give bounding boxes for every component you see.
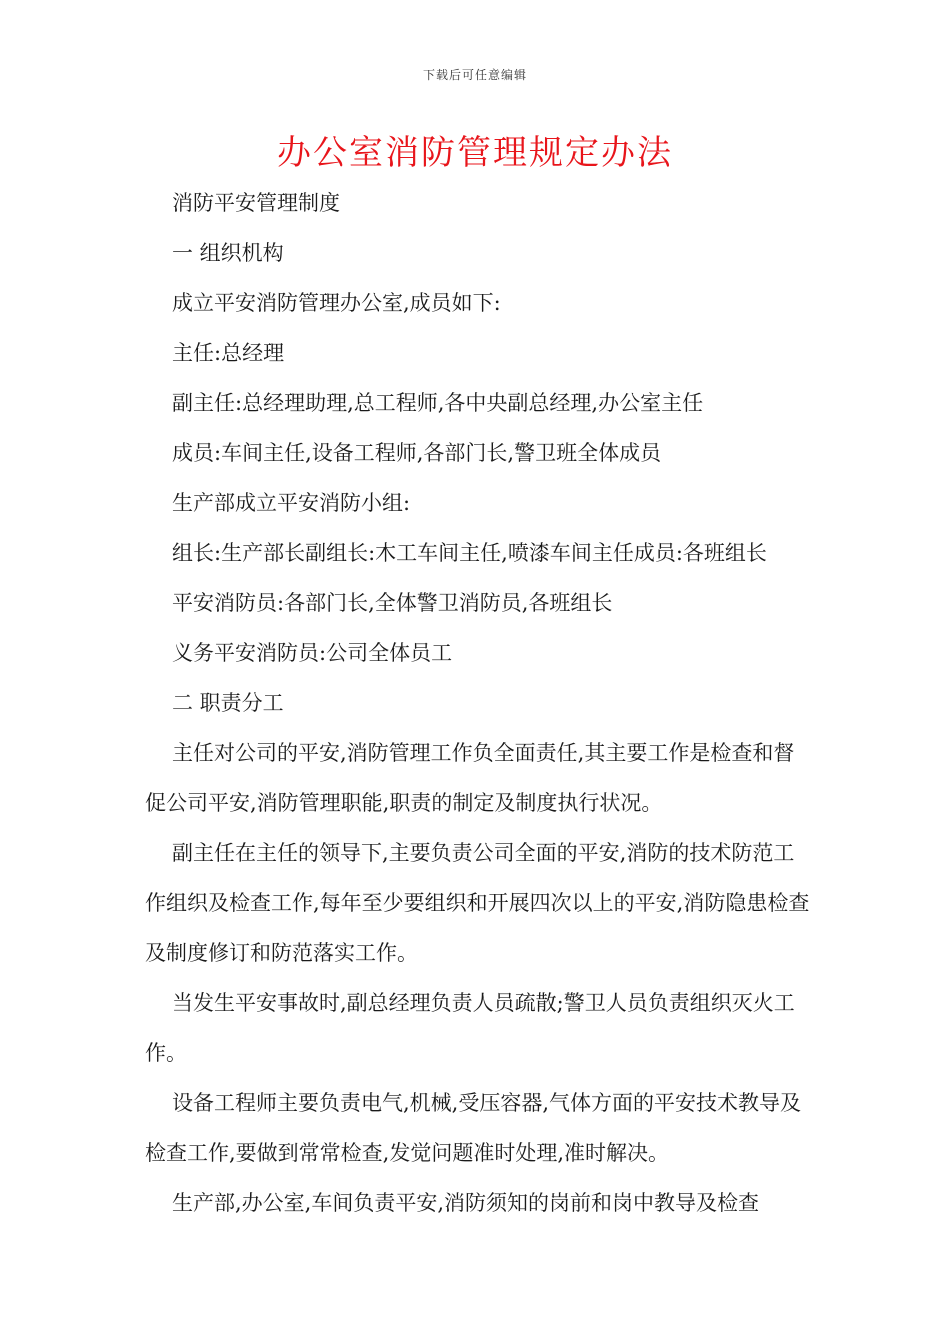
section-heading-organization: 一 组织机构: [172, 241, 284, 265]
paragraph: 主任对公司的平安,消防管理工作负全面责任,其主要工作是检查和督促公司平安,消防管理职能,职责的制定及制度执行状况。: [145, 741, 795, 815]
paragraph-subtitle: 消防平安管理制度: [172, 191, 340, 215]
header-note: 下载后可任意编辑: [422, 68, 527, 82]
paragraph: 生产部成立平安消防小组:: [172, 491, 411, 515]
paragraph: 成立平安消防管理办公室,成员如下:: [172, 291, 501, 315]
paragraph: 主任:总经理: [172, 341, 285, 365]
document-title: 办公室消防管理规定办法: [277, 133, 673, 173]
paragraph: 设备工程师主要负责电气,机械,受压容器,气体方面的平安技术教导及检查工作,要做到常常检查,发觉问题准时处理,准时解决。: [145, 1091, 802, 1165]
section-heading-responsibilities: 二 职责分工: [172, 691, 284, 715]
paragraph: 组长:生产部长副组长:木工车间主任,喷漆车间主任成员:各班组长: [172, 541, 767, 565]
document-body: [145, 178, 810, 1228]
paragraph: 副主任在主任的领导下,主要负责公司全面的平安,消防的技术防范工作组织及检查工作,每年至少要组织和开展四次以上的平安,消防隐患检查及制度修订和防范落实工作。: [145, 841, 810, 965]
paragraph: 义务平安消防员:公司全体员工: [172, 641, 453, 665]
paragraph: 平安消防员:各部门长,全体警卫消防员,各班组长: [172, 591, 613, 615]
paragraph: 副主任:总经理助理,总工程师,各中央副总经理,办公室主任: [172, 391, 704, 415]
paragraph: 当发生平安事故时,副总经理负责人员疏散;警卫人员负责组织灭火工作。: [145, 991, 795, 1065]
paragraph: 成员:车间主任,设备工程师,各部门长,警卫班全体成员: [172, 441, 662, 465]
paragraph: 生产部,办公室,车间负责平安,消防须知的岗前和岗中教导及检查: [172, 1191, 760, 1215]
